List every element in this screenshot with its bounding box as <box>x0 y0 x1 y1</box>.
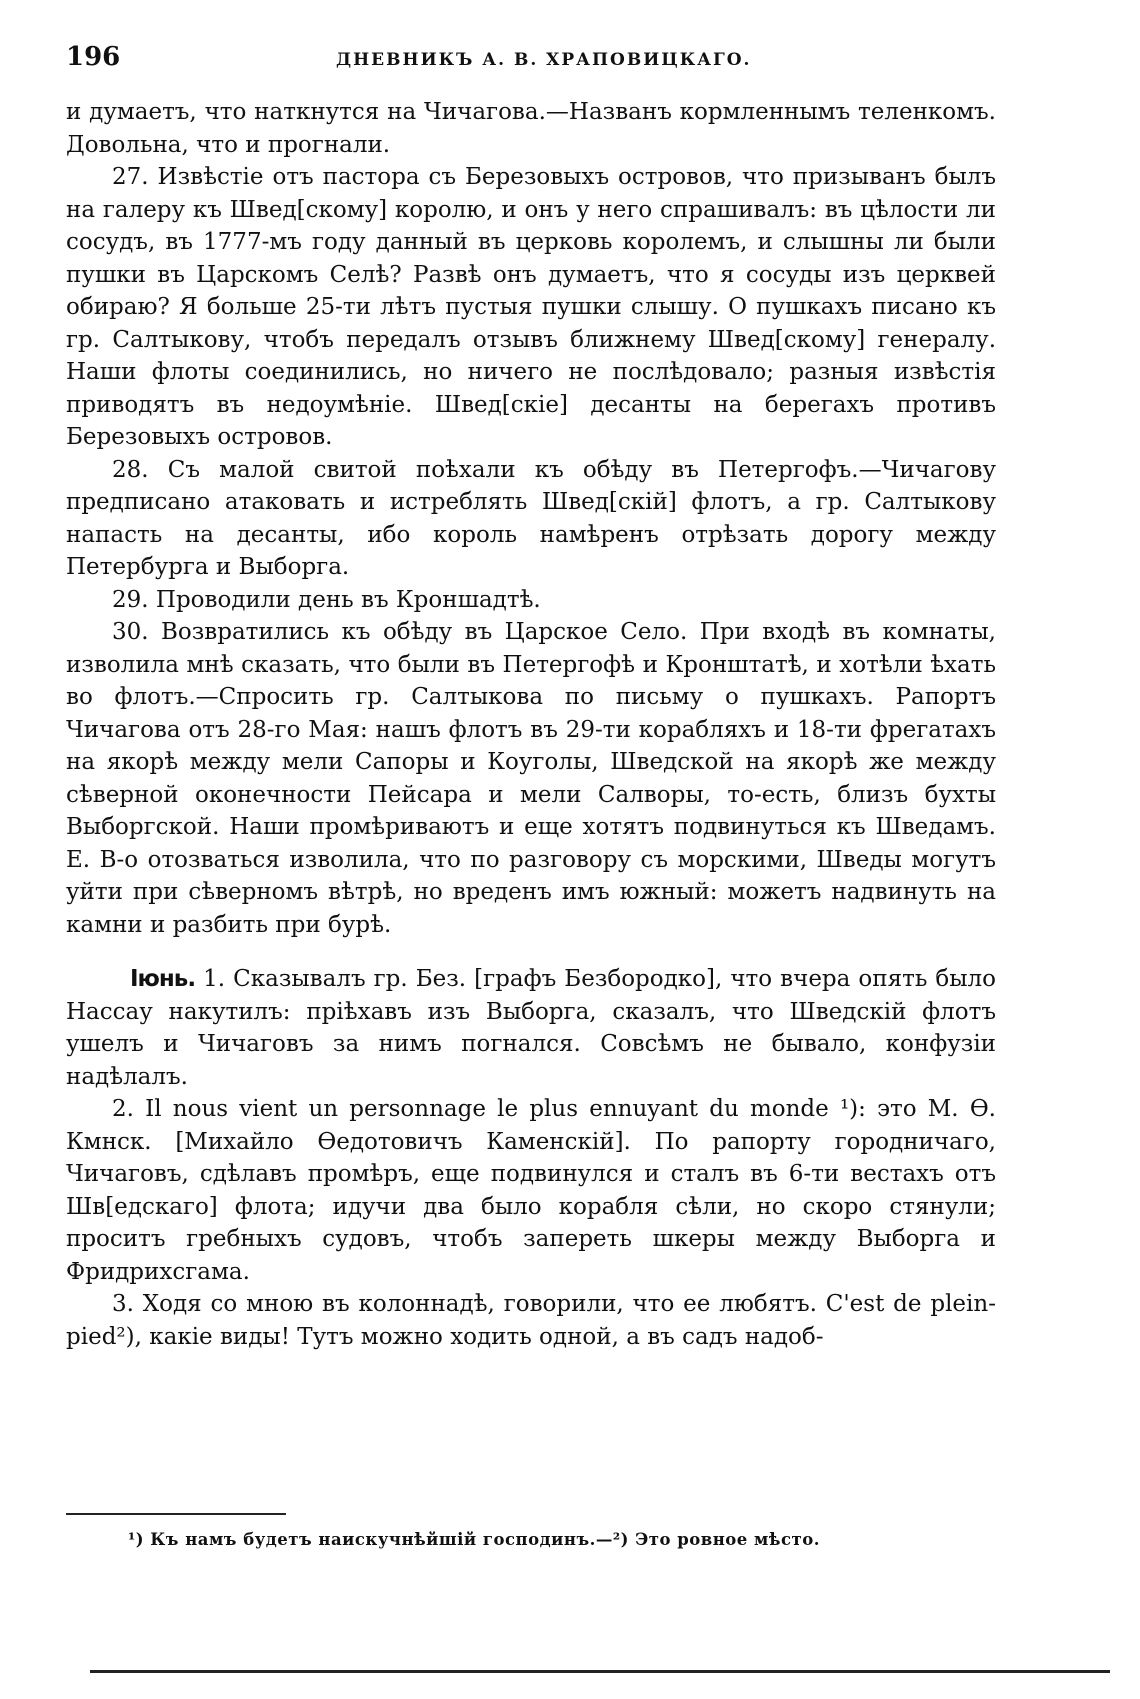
paragraph: 30. Возвратились къ обѣду въ Царское Село. При входѣ въ комнаты, изволила мнѣ сказать, что были въ Петергофѣ и Кронштатѣ, и хотѣли ѣхать во флотъ.—Спросить гр. Салтыкова по письму о пушкахъ. Рапортъ Чичагова отъ 28-го Мая: нашъ флотъ въ 29-ти корабляхъ и 18-ти фрегатахъ на якорѣ между мели Сапоры и Коуголы, Шведской на якорѣ же между сѣверной оконечности Пейсара и мели Салворы, то-есть, близъ бухты Выборгской. Наши промѣриваютъ и еще хотятъ подвинуться къ Шведамъ. Е. В-о отозваться изволила, что по разговору съ морскими, Шведы могутъ уйти при сѣверномъ вѣтрѣ, но вреденъ имъ южный: можетъ надвинуть на камни и разбить при бурѣ. <box>66 619 996 938</box>
bottom-rule <box>90 1670 1110 1673</box>
paragraph: 2. Il nous vient un personnage le plus ennuyant du monde ¹): это М. Ѳ. Кмнск. [Михайло Ѳедотовичъ Каменскій]. По рапорту городничаго, Чичаговъ, сдѣлавъ промѣръ, еще подвинулся и сталъ въ 6-ти вестахъ отъ Шв[едскаго] флота; идучи два было корабля сѣли, но скоро стянули; проситъ гребныхъ судовъ, чтобъ запереть шкеры между Выборга и Фридрихсгама. <box>66 1096 996 1285</box>
paragraph: 3. Ходя со мною въ колоннадѣ, говорили, что ее любятъ. C'est de plein-pied²), какіе виды! Тутъ можно ходить одной, а въ садъ надоб- <box>66 1291 996 1350</box>
paragraph: и думаетъ, что наткнутся на Чичагова.—Названъ кормленнымъ теленкомъ. Довольна, что и прогнали. <box>66 99 996 158</box>
page-number: 196 <box>66 42 121 72</box>
paragraph: 28. Съ малой свитой поѣхали къ обѣду въ Петергофъ.—Чичагову предписано атаковать и истреблять Швед[скій] флотъ, а гр. Салтыкову напасть на десанты, ибо король намѣренъ отрѣзать дорогу между Петербурга и Выборга. <box>66 456 996 580</box>
body-text <box>66 96 996 1353</box>
june-first-entry <box>66 963 996 1093</box>
paragraph: 29. Проводили день въ Кроншадтѣ. <box>112 586 541 613</box>
footnote: ¹) Къ намъ будетъ наискучнѣйшій господинъ.—²) Это ровное мѣсто. <box>128 1530 821 1549</box>
running-title: ДНЕВНИКЪ А. В. ХРАПОВИЦКАГО. <box>336 50 752 70</box>
paragraph: 27. Извѣстіе отъ пастора съ Березовыхъ островов, что призыванъ былъ на галеру къ Швед[скому] королю, и онъ у него спрашивалъ: въ цѣлости ли сосудъ, въ 1777-мъ году данный въ церковь королемъ, и слышны ли были пушки въ Царскомъ Селѣ? Развѣ онъ думаетъ, что я сосуды изъ церквей обираю? Я больше 25-ти лѣтъ пустыя пушки слышу. О пушкахъ писано къ гр. Салтыкову, чтобъ передалъ отзывъ ближнему Швед[скому] генералу. Наши флоты соединились, но ничего не послѣдовало; разныя извѣстія приводятъ въ недоумѣніе. Швед[скіе] десанты на берегахъ противъ Березовыхъ островов. <box>66 164 996 450</box>
page-header <box>66 42 986 82</box>
footnote-divider <box>66 1513 286 1515</box>
month-label: Іюнь. <box>130 966 196 992</box>
entry-text: 1. Сказывалъ гр. Без. [графъ Безбородко], что вчера опять было Нассау накутилъ: пріѣхавъ изъ Выборга, сказалъ, что Шведскій флотъ ушелъ и Чичаговъ за нимъ погнался. Совсѣмъ не бывало, конфузіи надѣлалъ. <box>66 966 996 1090</box>
